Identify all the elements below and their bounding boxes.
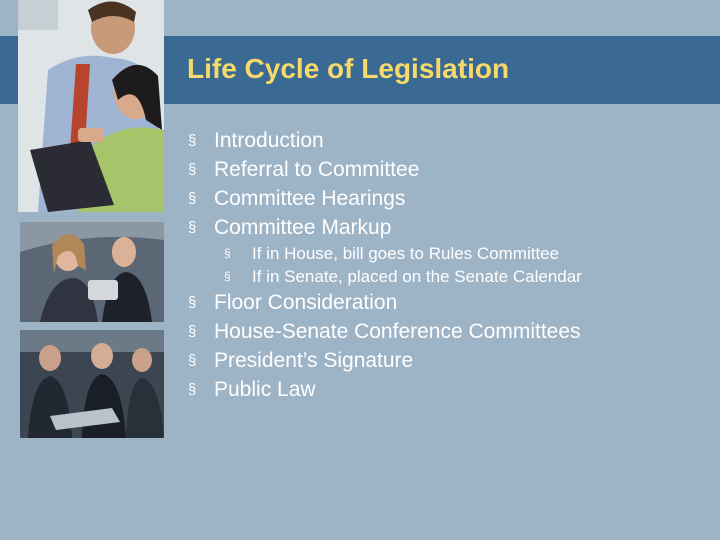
bullet-item <box>188 155 708 184</box>
photo-meeting-laptop <box>20 330 164 438</box>
sub-bullet-item <box>188 242 708 265</box>
bullet-item <box>188 288 708 317</box>
bullet-marker: § <box>188 381 197 398</box>
bullet-item <box>188 317 708 346</box>
bullet-item <box>188 126 708 155</box>
bullet-label: Floor Consideration <box>214 291 398 314</box>
photo-business-people <box>18 0 164 212</box>
bullet-label: Committee Markup <box>214 216 392 239</box>
bullet-label: Introduction <box>214 129 324 152</box>
bullet-marker: § <box>188 132 197 149</box>
bullet-marker: § <box>188 294 197 311</box>
sub-bullet-item <box>188 265 708 288</box>
bullet-item <box>188 184 708 213</box>
sub-bullet-list <box>188 242 708 288</box>
bullet-label: Referral to Committee <box>214 158 420 181</box>
bullet-label: Public Law <box>214 378 316 401</box>
bullet-marker: § <box>188 161 197 178</box>
photo-car-passengers <box>20 222 164 322</box>
sub-bullet-group <box>188 242 708 288</box>
bullet-list <box>188 126 708 404</box>
bullet-marker: § <box>188 219 197 236</box>
sub-bullet-label: If in House, bill goes to Rules Committee <box>252 244 560 263</box>
bullet-item <box>188 346 708 375</box>
bullet-marker: § <box>188 190 197 207</box>
bullet-label: President’s Signature <box>214 349 414 372</box>
bullet-label: House-Senate Conference Committees <box>214 320 581 343</box>
bullet-item <box>188 213 708 242</box>
sub-bullet-marker: § <box>224 246 231 260</box>
slide-title: Life Cycle of Legislation <box>187 53 510 84</box>
bullet-marker: § <box>188 352 197 369</box>
bullet-label: Committee Hearings <box>214 187 406 210</box>
bullet-marker: § <box>188 323 197 340</box>
sub-bullet-label: If in Senate, placed on the Senate Calendar <box>252 267 582 286</box>
bullet-item <box>188 375 708 404</box>
sub-bullet-marker: § <box>224 269 231 283</box>
